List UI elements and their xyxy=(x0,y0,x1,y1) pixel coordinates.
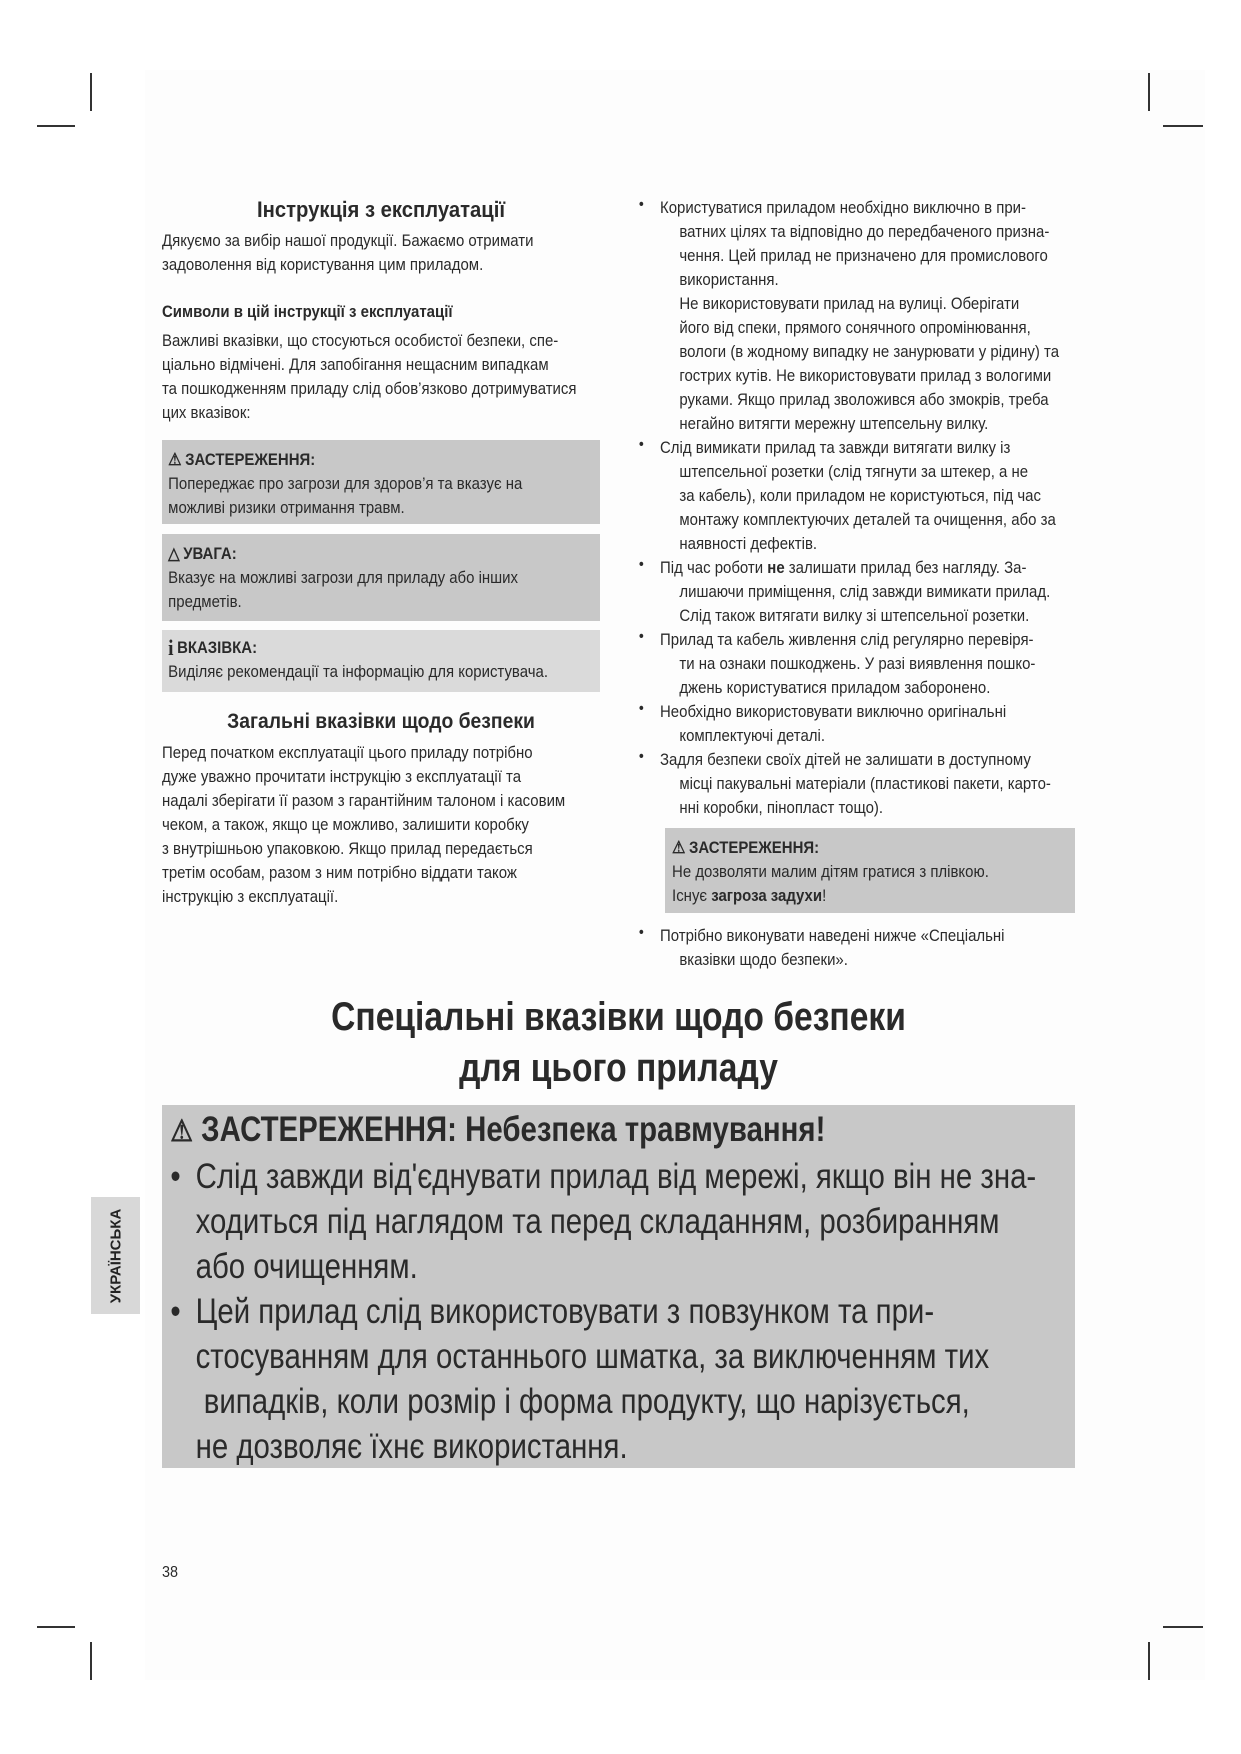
text-line: Попереджає про загрози для здоров’я та вказує на xyxy=(168,474,523,493)
list-item xyxy=(638,700,1059,748)
info-notice-box xyxy=(162,630,600,692)
crop-mark xyxy=(1148,73,1150,111)
text-line: або очищенням. xyxy=(195,1247,418,1286)
text-line: чення. Цей прилад не призначено для промислового xyxy=(679,246,1048,265)
warning-notice-box xyxy=(162,440,600,524)
text-line: Цей прилад слід використовувати з повзунком та при- xyxy=(195,1292,935,1331)
list-item xyxy=(638,556,1059,628)
text-line: вологи (в жодному випадку не занурювати у рідину) та xyxy=(679,342,1060,361)
symbols-text xyxy=(162,329,576,425)
warning-icon: ⚠ xyxy=(170,1115,194,1148)
heading-line: Спеціальні вказівки щодо безпеки xyxy=(331,995,906,1039)
text-line: Важливі вказівки, що стосуються особистої безпеки, спе- xyxy=(162,331,559,350)
text-line: Не дозволяти малим дітям гратися з плівкою. xyxy=(672,862,989,881)
text-line: нні коробки, пінопласт тощо). xyxy=(679,798,884,817)
text-span: ! xyxy=(822,886,827,905)
crop-mark xyxy=(90,1642,92,1680)
crop-mark xyxy=(1163,125,1203,127)
crop-mark xyxy=(37,1626,75,1628)
text-line: ходиться під наглядом та перед складанням, розбиранням xyxy=(195,1202,1000,1241)
caution-icon: △ xyxy=(168,544,180,563)
text-line: використання. xyxy=(679,270,779,289)
bullet-icon: • xyxy=(638,748,644,765)
text-line: Не використовувати прилад на вулиці. Оберігати xyxy=(679,294,1020,313)
info-icon: i xyxy=(168,635,174,660)
caution-notice-box xyxy=(162,534,600,621)
text-line: можливі ризики отримання травм. xyxy=(168,498,405,517)
manual-title: Інструкція з експлуатації xyxy=(256,197,506,222)
crop-mark xyxy=(37,125,75,127)
text-line: негайно витягти мережну штепсельну вилку. xyxy=(679,414,989,433)
page-number: 38 xyxy=(162,1564,179,1581)
text-line: надалі зберігати її разом з гарантійним талоном і касовим xyxy=(162,791,566,810)
text-line: інструкцію з експлуатації. xyxy=(162,887,339,906)
text-line: третім особам, разом з ним потрібно віддати також xyxy=(162,863,517,882)
text-line: Слід вимикати прилад та завжди витягати вилку із xyxy=(660,438,1011,457)
bullet-icon: • xyxy=(638,700,644,717)
notice-title: ЗАСТЕРЕЖЕННЯ: xyxy=(688,838,820,857)
text-line: ти на ознаки пошкоджень. У разі виявлення пошко- xyxy=(679,654,1036,673)
notice-title: УВАГА: xyxy=(183,544,237,563)
symbols-heading: Символи в цій інструкції з експлуатації xyxy=(162,302,453,321)
emphasis: не xyxy=(767,558,785,577)
list-item xyxy=(638,748,1059,820)
crop-mark xyxy=(90,73,92,111)
list-item xyxy=(638,436,1059,556)
text-line: ватних цілях та відповідно до передбаченого призна- xyxy=(679,222,1050,241)
text-line: за кабель), коли приладом не користуються, під час xyxy=(679,486,1041,505)
text-line: не дозволяє їхнє використання. xyxy=(195,1427,628,1466)
text-line: Прилад та кабель живлення слід регулярно перевіря- xyxy=(660,630,1034,649)
text-line: джень користуватися приладом заборонено. xyxy=(679,678,991,697)
warning-icon: ⚠ xyxy=(168,450,182,469)
text-line: комплектуючі деталі. xyxy=(679,726,825,745)
text-line: штепсельної розетки (слід тягнути за штекер, а не xyxy=(679,462,1029,481)
text-line: з внутрішньою упаковкою. Якщо прилад передається xyxy=(162,839,533,858)
bullet-icon: • xyxy=(638,628,644,645)
text-line: випадків, коли розмір і форма продукту, що нарізується, xyxy=(195,1382,970,1421)
list-item xyxy=(638,924,1005,972)
crop-mark xyxy=(1148,1642,1150,1680)
text-line: Слід завжди від'єднувати прилад від мережі, якщо він не зна- xyxy=(195,1157,1037,1196)
injury-warning-box xyxy=(162,1105,1075,1468)
text-line: задоволення від користування цим приладом. xyxy=(162,255,484,274)
text-line: стосуванням для останнього шматка, за виключенням тих xyxy=(195,1337,990,1376)
text-line: дуже уважно прочитати інструкцію з експлуатації та xyxy=(162,767,522,786)
crop-mark xyxy=(1163,1626,1203,1628)
intro-text xyxy=(162,229,533,277)
text-line: монтажу комплектуючих деталей та очищення, або за xyxy=(679,510,1056,529)
text-line: предметів. xyxy=(168,592,242,611)
warning-icon: ⚠ xyxy=(672,838,686,857)
bullet-icon: • xyxy=(170,1292,181,1331)
text-line: Задля безпеки своїх дітей не залишати в доступному xyxy=(660,750,1031,769)
text-line: Необхідно використовувати виключно оригінальні xyxy=(660,702,1007,721)
text-line: Перед початком експлуатації цього приладу потрібно xyxy=(162,743,533,762)
text-line: ціально відмічені. Для запобігання нещасним випадкам xyxy=(162,355,549,374)
text-line: та пошкодженням приладу слід обов’язково дотримуватися xyxy=(162,379,577,398)
general-safety-text xyxy=(162,741,565,909)
text-line: Дякуємо за вибір нашої продукції. Бажаємо отримати xyxy=(162,231,534,250)
notice-title: ВКАЗІВКА: xyxy=(177,638,258,657)
text-line: Вказує на можливі загрози для приладу або інших xyxy=(168,568,519,587)
bullet-icon: • xyxy=(170,1157,181,1196)
text-line: вказівки щодо безпеки». xyxy=(679,950,848,969)
heading-line: для цього приладу xyxy=(459,1046,778,1090)
general-safety-heading: Загальні вказівки щодо безпеки xyxy=(227,710,535,733)
text-span: Під час роботи xyxy=(660,558,768,577)
safety-bullet-list xyxy=(638,196,1060,820)
text-span: Існує xyxy=(672,886,712,905)
bullet-icon: • xyxy=(638,436,644,453)
text-line: Потрібно виконувати наведені нижче «Спеціальні xyxy=(660,926,1005,945)
text-line: Користуватися приладом необхідно виключно в при- xyxy=(660,198,1027,217)
text-line: місці пакувальні матеріали (пластикові пакети, карто- xyxy=(679,774,1051,793)
text-line: чеком, а також, якщо це можливо, залишити коробку xyxy=(162,815,529,834)
list-item xyxy=(638,628,1059,700)
text-line: його від спеки, прямого сонячного опромінювання, xyxy=(679,318,1031,337)
language-tab xyxy=(91,1197,140,1314)
language-tab-label: УКРАЇНСЬКА xyxy=(107,1208,124,1303)
text-line: гострих кутів. Не використовувати прилад з вологими xyxy=(679,366,1052,385)
special-safety-heading xyxy=(162,992,1075,1094)
text-span: залишати прилад без нагляду. За- xyxy=(784,558,1027,577)
text-line: цих вказівок: xyxy=(162,403,251,422)
text-line: наявності дефектів. xyxy=(679,534,818,553)
list-item xyxy=(170,1289,990,1469)
notice-title: ЗАСТЕРЕЖЕННЯ: xyxy=(185,450,316,469)
list-item xyxy=(170,1154,1037,1289)
warning-title: ЗАСТЕРЕЖЕННЯ: Небезпека травмування! xyxy=(201,1110,826,1149)
list-item xyxy=(638,196,1060,436)
text-line: Слід також витягати вилку зі штепсельної розетки. xyxy=(679,606,1030,625)
final-bullet xyxy=(638,924,1005,972)
child-warning-box xyxy=(665,828,1075,913)
bullet-icon: • xyxy=(638,556,644,573)
bullet-icon: • xyxy=(638,924,644,941)
bullet-icon: • xyxy=(638,196,644,213)
text-line: лишаючи приміщення, слід завжди вимикати прилад. xyxy=(679,582,1051,601)
emphasis: загроза задухи xyxy=(711,886,823,905)
text-line: руками. Якщо прилад зволожився або змокрів, треба xyxy=(679,390,1049,409)
text-line: Виділяє рекомендації та інформацію для користувача. xyxy=(168,662,548,681)
